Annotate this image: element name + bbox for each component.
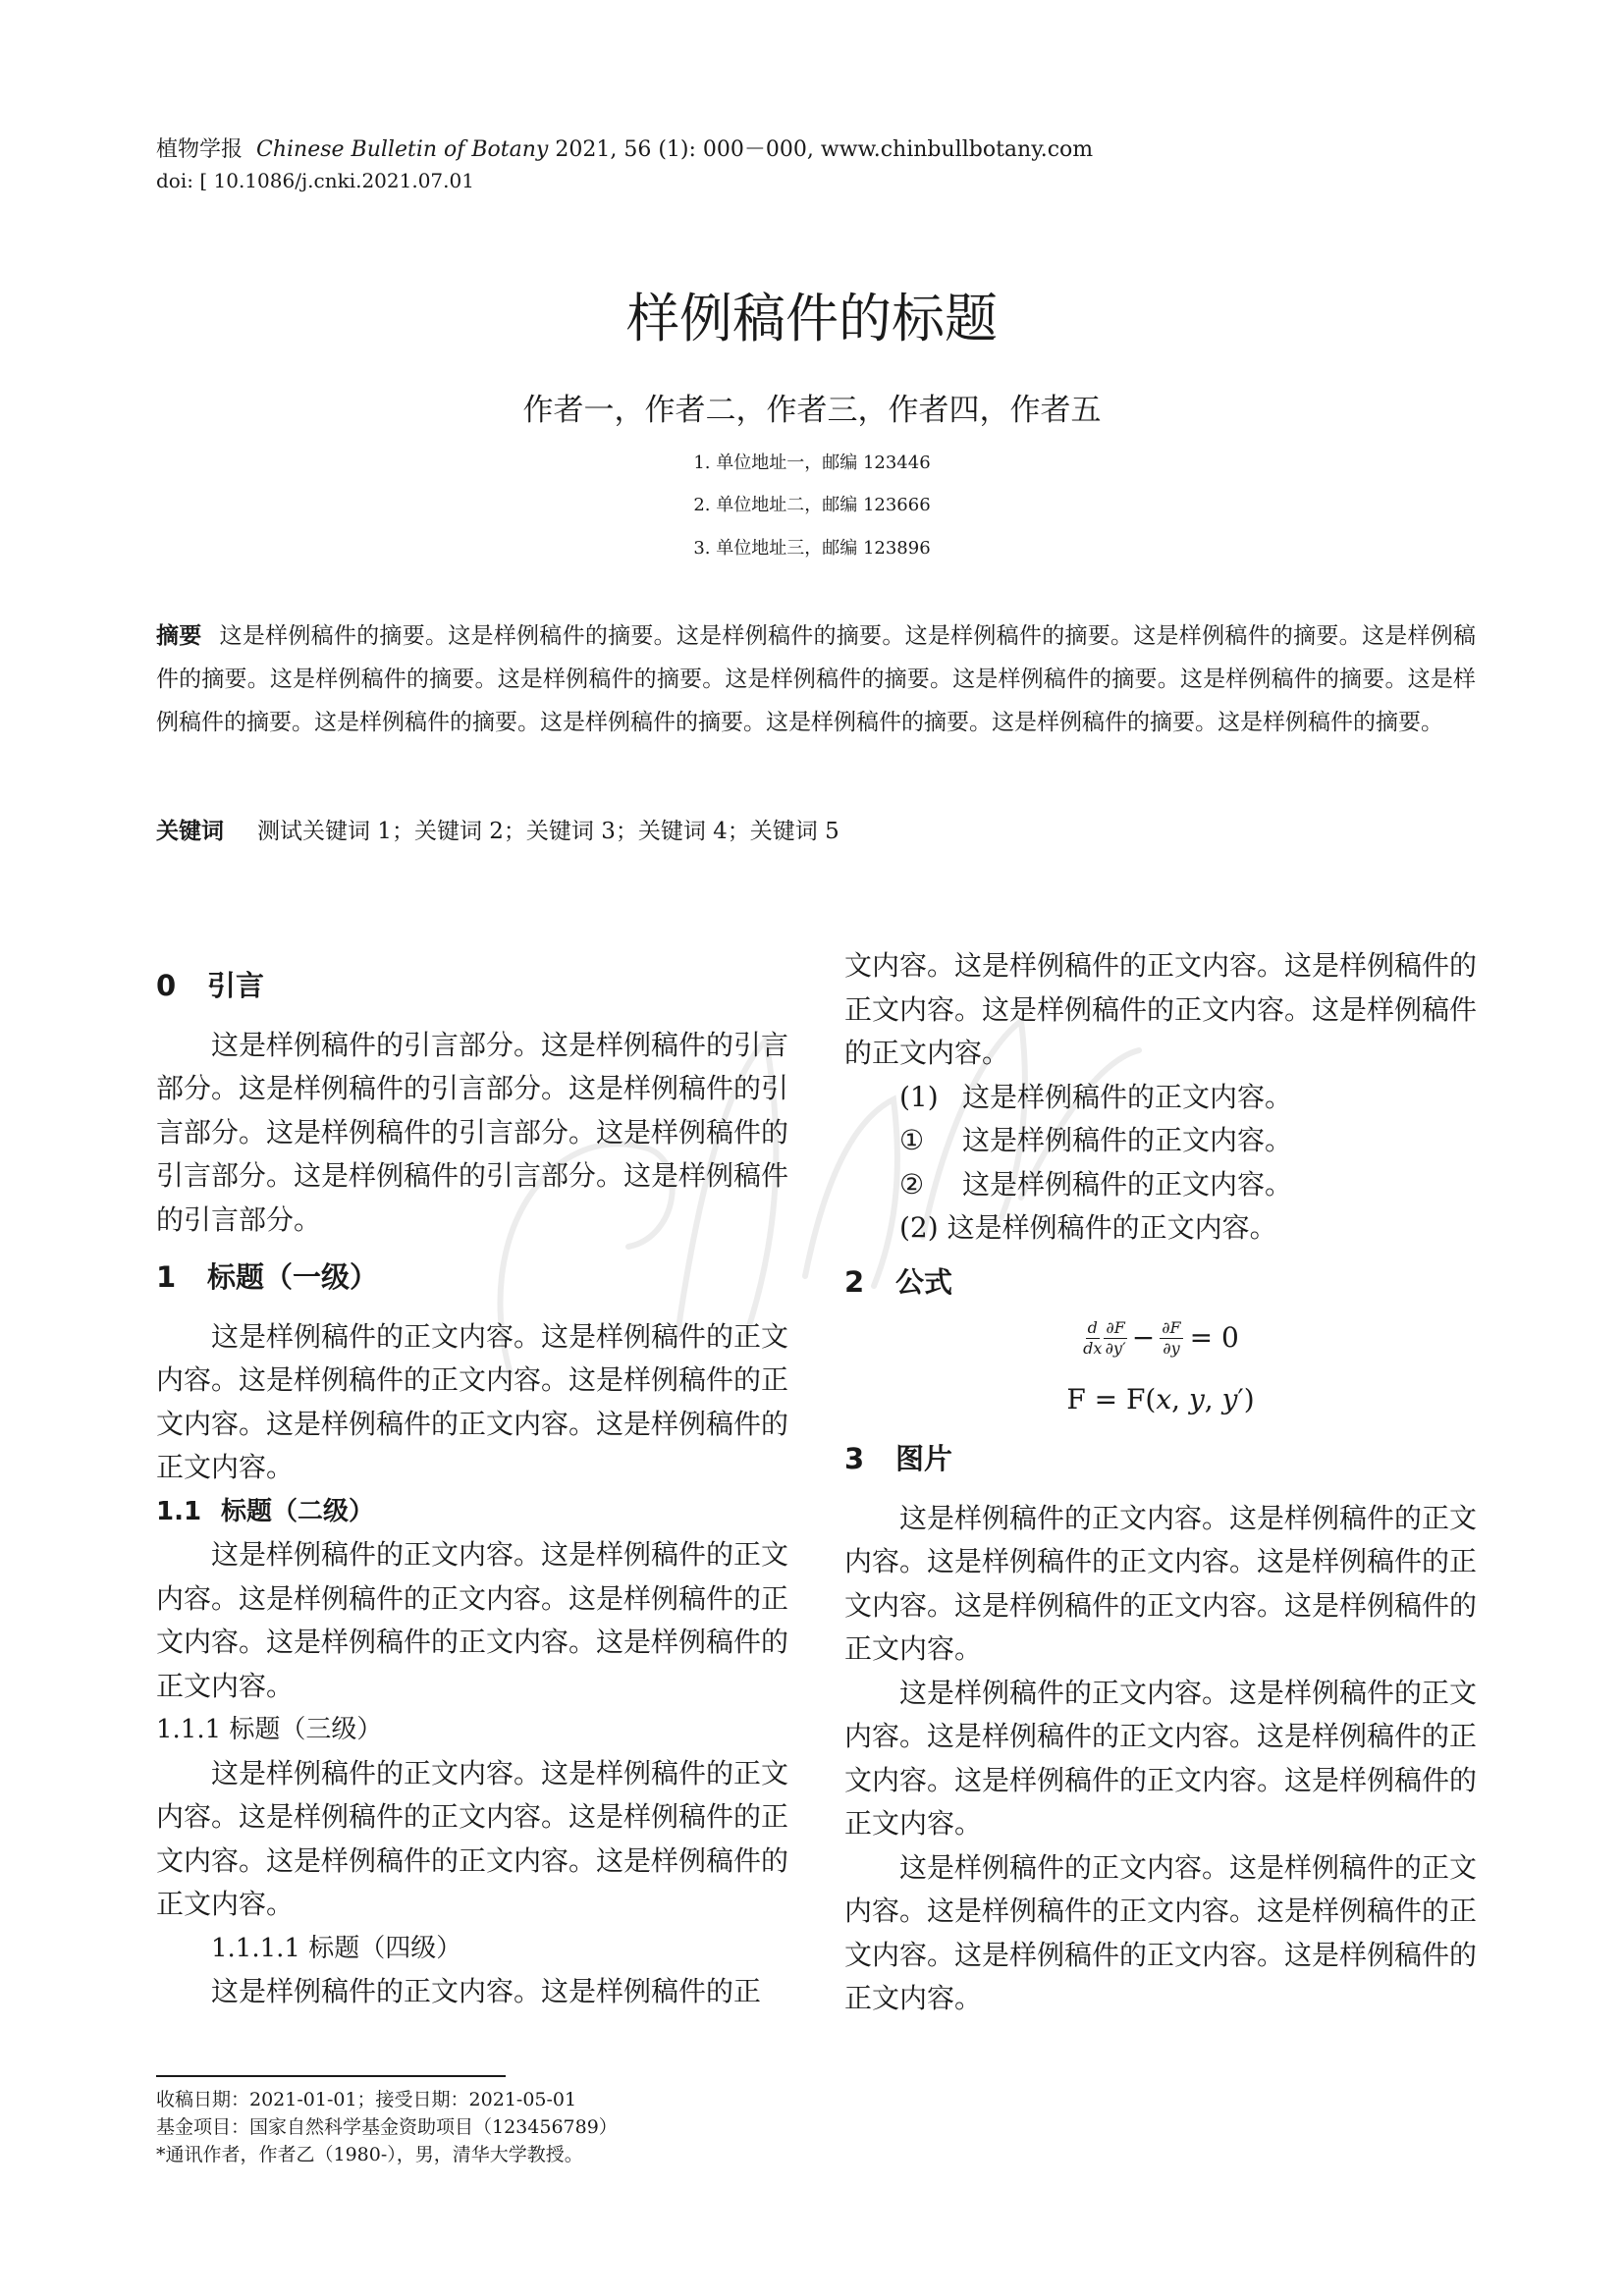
right-column [844, 944, 1477, 2021]
section-number: 1.1 [156, 1496, 202, 1526]
journal-name-cn: 植物学报 [156, 137, 244, 162]
section-heading-3 [844, 1437, 1477, 1481]
footnote-divider [156, 2075, 506, 2077]
equation-1-rhs: = 0 [1189, 1320, 1239, 1354]
section-heading-intro [156, 964, 788, 1008]
intro-paragraph: 这是样例稿件的引言部分。这是样例稿件的引言部分。这是样例稿件的引言部分。这是样例稿件的引言部分。这是样例稿件的引言部分。这是样例稿件的引言部分。这是样例稿件的引言部分。这是样例稿件的引言部分。 [156, 1028, 789, 1236]
section-3-paragraph: 这是样例稿件的正文内容。这是样例稿件的正文内容。这是样例稿件的正文内容。这是样例稿件的正文内容。这是样例稿件的正文内容。这是样例稿件的正文内容。 [844, 1850, 1478, 2014]
section-title: 引言 [207, 969, 265, 1002]
affiliation-2: 2. 单位地址二，邮编 123666 [693, 495, 931, 515]
footnote-funding: 基金项目：国家自然科学基金资助项目（123456789） [156, 2116, 618, 2138]
section-heading-1-1-1-1: 1.1.1.1 标题（四级） [211, 1933, 462, 1963]
left-column [156, 964, 788, 2014]
fraction-d-dx: $\frac{d}{dx}$ [1083, 1317, 1103, 1358]
list-item [844, 1076, 1477, 1120]
list-text: 这是样例稿件的正文内容。 [962, 1080, 1293, 1113]
author-list: 作者一，作者二，作者三，作者四，作者五 [522, 393, 1102, 428]
fraction-dF-dy-prime: $\frac{\partial F}{\partial y'}$ [1105, 1317, 1126, 1358]
section-title: 标题（一级） [207, 1260, 379, 1294]
section-number: 1 [156, 1260, 177, 1294]
minus-sign: − [1131, 1320, 1156, 1354]
list-item [844, 1163, 1477, 1207]
doi: doi: [ 10.1086/j.cnki.2021.07.01 [156, 169, 474, 192]
section-number: 0 [156, 969, 177, 1002]
footnote-dates: 收稿日期：2021-01-01；接受日期：2021-05-01 [156, 2089, 577, 2110]
abstract [156, 614, 1476, 744]
affiliation-1: 1. 单位地址一，邮编 123446 [693, 453, 931, 473]
list-marker: ② [899, 1167, 925, 1201]
list-marker: ① [899, 1124, 925, 1156]
section-1-1-paragraph: 这是样例稿件的正文内容。这是样例稿件的正文内容。这是样例稿件的正文内容。这是样例稿件的正文内容。这是样例稿件的正文内容。这是样例稿件的正文内容。 [156, 1538, 789, 1702]
section-3-paragraph: 这是样例稿件的正文内容。这是样例稿件的正文内容。这是样例稿件的正文内容。这是样例稿件的正文内容。这是样例稿件的正文内容。这是样例稿件的正文内容。 [844, 1676, 1478, 1840]
citation-details: 2021, 56 (1): 000－000, www.chinbullbotany.com [555, 137, 1094, 162]
keywords-text: 测试关键词 1；关键词 2；关键词 3；关键词 4；关键词 5 [257, 819, 839, 844]
section-1-1-1-1-paragraph-end: 文内容。这是样例稿件的正文内容。这是样例稿件的正文内容。这是样例稿件的正文内容。这是样例稿件的正文内容。 [844, 949, 1478, 1069]
footnote-corresponding-author: *通讯作者，作者乙（1980-），男，清华大学教授。 [156, 2144, 583, 2165]
fraction-dF-dy: $\frac{\partial F}{\partial y}$ [1162, 1317, 1181, 1358]
section-heading-1-1 [156, 1490, 788, 1534]
list-marker: (1) [899, 1080, 939, 1113]
section-heading-1 [156, 1255, 788, 1300]
section-title: 标题（二级） [221, 1496, 375, 1526]
section-title: 公式 [895, 1264, 953, 1299]
affiliation-3: 3. 单位地址三，邮编 123896 [693, 538, 931, 559]
section-number: 3 [844, 1442, 865, 1475]
list-text: 这是样例稿件的正文内容。 [962, 1124, 1293, 1156]
abstract-label: 摘要 [156, 623, 202, 649]
keywords-label: 关键词 [156, 819, 224, 844]
section-1-paragraph: 这是样例稿件的正文内容。这是样例稿件的正文内容。这是样例稿件的正文内容。这是样例稿件的正文内容。这是样例稿件的正文内容。这是样例稿件的正文内容。 [156, 1319, 789, 1483]
abstract-text: 这是样例稿件的摘要。这是样例稿件的摘要。这是样例稿件的摘要。这是样例稿件的摘要。这是样例稿件的摘要。这是样例稿件的摘要。这是样例稿件的摘要。这是样例稿件的摘要。这是样例稿件的摘要。这是样例稿件的摘要。这是样例稿件的摘要。这是样例稿件的摘要。这是样例稿件的摘要。这是样例稿件的摘要。这是样例稿件的摘要。这是样例稿件的摘要。这是样例稿件的摘要。 [156, 623, 1477, 735]
section-1-1-1-1-paragraph-start: 这是样例稿件的正文内容。这是样例稿件的正 [211, 1975, 762, 2007]
list-item: (2) 这是样例稿件的正文内容。 [899, 1211, 1277, 1244]
section-3-paragraph: 这是样例稿件的正文内容。这是样例稿件的正文内容。这是样例稿件的正文内容。这是样例稿件的正文内容。这是样例稿件的正文内容。这是样例稿件的正文内容。 [844, 1501, 1478, 1665]
journal-citation [156, 135, 1093, 165]
section-number: 2 [844, 1264, 865, 1299]
equation-1 [844, 1304, 1477, 1372]
list-item [844, 1119, 1477, 1163]
section-heading-1-1-1: 1.1.1 标题（三级） [156, 1715, 383, 1744]
paper-title: 样例稿件的标题 [626, 288, 998, 349]
equation-2: F = F(𝑥, 𝑦, 𝑦′) [1066, 1382, 1255, 1415]
section-1-1-1-paragraph: 这是样例稿件的正文内容。这是样例稿件的正文内容。这是样例稿件的正文内容。这是样例稿件的正文内容。这是样例稿件的正文内容。这是样例稿件的正文内容。 [156, 1756, 789, 1920]
journal-name-en: Chinese Bulletin of Botany [256, 137, 549, 162]
section-title: 图片 [895, 1442, 953, 1475]
list-text: 这是样例稿件的正文内容。 [962, 1167, 1293, 1201]
section-heading-2 [844, 1260, 1477, 1305]
